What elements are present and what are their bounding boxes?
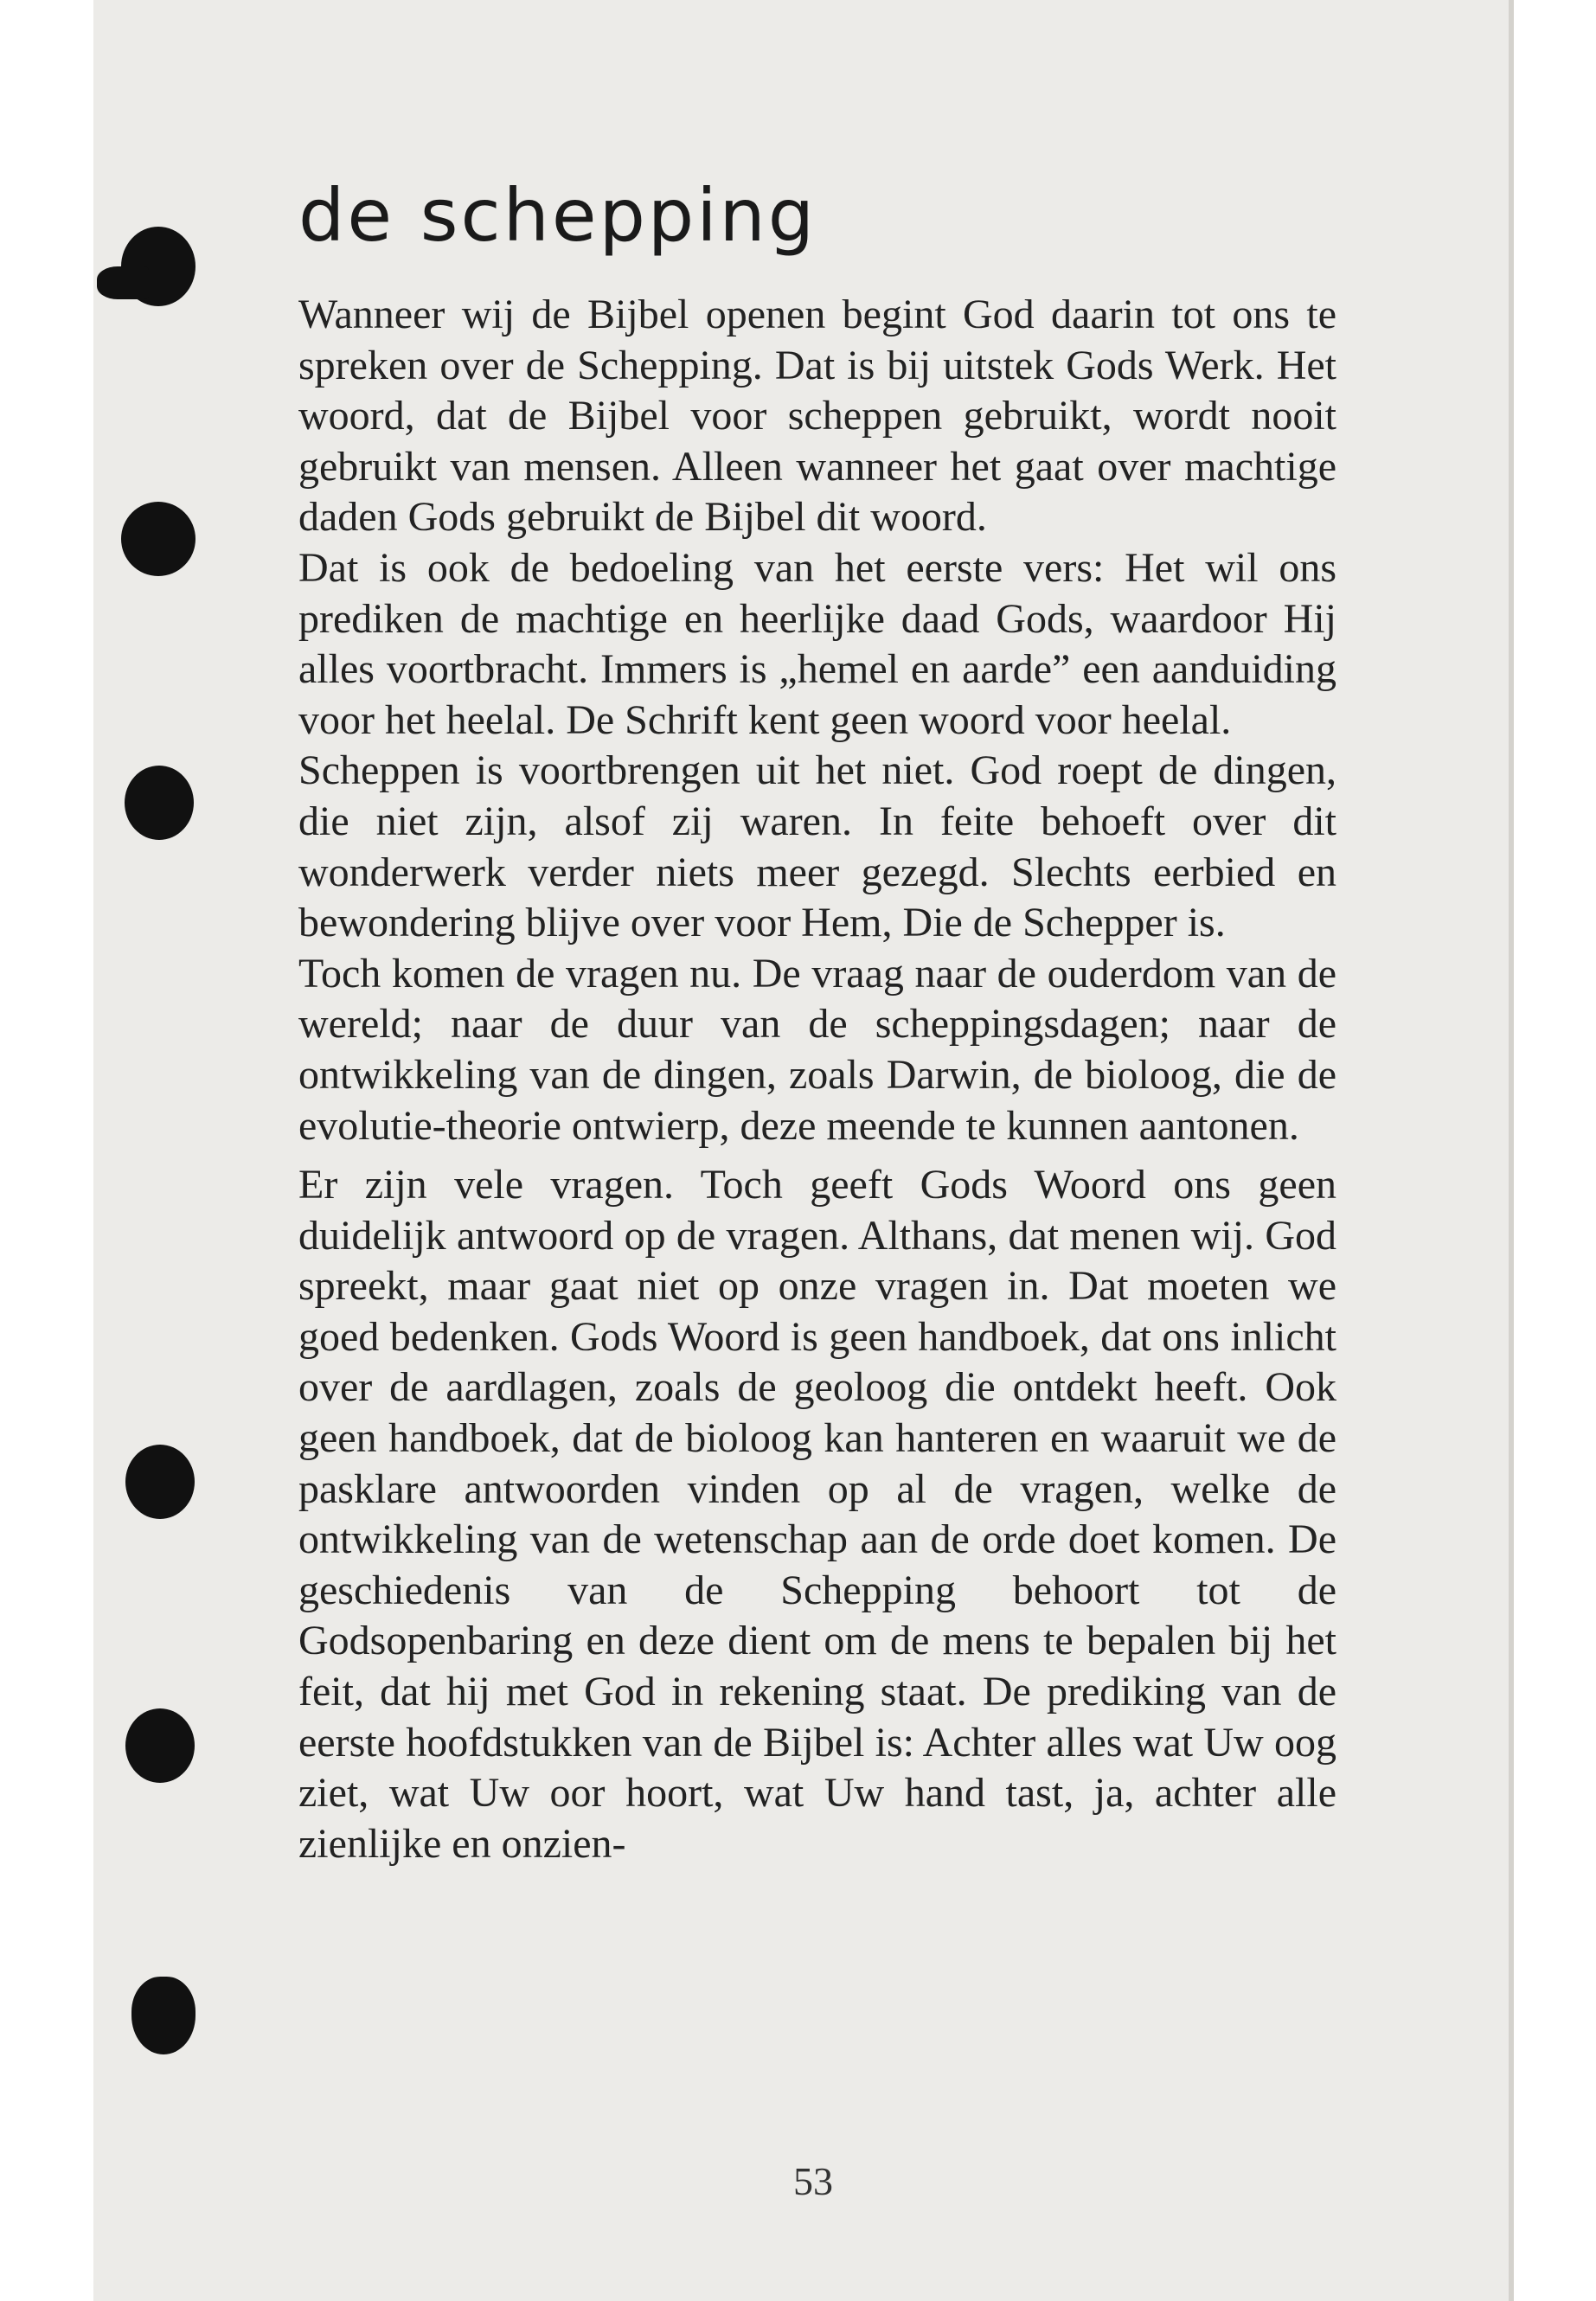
punch-hole bbox=[125, 1445, 195, 1519]
paragraph: Toch komen de vragen nu. De vraag naar de ouderdom van de wereld; naar de duur van de scheppingsdagen; naar de ontwikkeling van de dingen, zoals Darwin, de bioloog, die de evolutie-theorie ontwierp, deze meende te kunnen aantonen. bbox=[298, 950, 1336, 1149]
punch-hole bbox=[125, 766, 194, 840]
body-text bbox=[298, 290, 1336, 1869]
punch-hole bbox=[125, 1708, 195, 1783]
punch-hole bbox=[121, 502, 195, 576]
paragraph: Scheppen is voortbrengen uit het niet. God roept de dingen, die niet zijn, alsof zij waren. In feite behoeft over dit wonderwerk verder niets meer gezegd. Slechts eerbied en bewondering blijve over voor Hem, Die de Schepper is. bbox=[298, 747, 1336, 946]
scan-margin-right bbox=[1514, 0, 1596, 2301]
paragraph: Er zijn vele vragen. Toch geeft Gods Woord ons geen duidelijk antwoord op de vragen. Althans, dat menen wij. God spreekt, maar gaat niet op onze vragen in. Dat moeten we goed bedenken. Gods Woord is geen handboek, dat ons inlicht over de aardlagen, zoals de geoloog die ontdekt heeft. Ook geen handboek, dat de bioloog kan hanteren en waaruit we de pasklare antwoorden vinden op al de vragen, welke de ontwikkeling van de wetenschap aan de orde doet komen. De geschiedenis van de Schepping behoort tot de Godsopenbaring en deze dient om de mens te bepalen bij het feit, dat hij met God in rekening staat. De prediking van de eerste hoofdstukken van de Bijbel is: Achter alles wat Uw oog ziet, wat Uw oor hoort, wat Uw hand tast, ja, achter alle zienlijke en onzien- bbox=[298, 1162, 1336, 1867]
paragraph: Wanneer wij de Bijbel openen begint God daarin tot ons te spreken over de Schepping. Dat is bij uitstek Gods Werk. Het woord, dat de Bijbel voor scheppen gebruikt, wordt nooit gebruikt van mensen. Alleen wanneer het gaat over machtige daden Gods gebruikt de Bijbel dit woord. bbox=[298, 292, 1336, 541]
chapter-title: de schepping bbox=[298, 173, 817, 258]
punch-hole bbox=[97, 266, 149, 299]
paragraph: Dat is ook de bedoeling van het eerste vers: Het wil ons prediken de machtige en heerlijke daad Gods, waardoor Hij alles voortbracht. Immers is „hemel en aarde” een aanduiding voor het heelal. De Schrift kent geen woord voor heelal. bbox=[298, 544, 1336, 743]
punch-hole bbox=[131, 1977, 195, 2054]
page-number: 53 bbox=[793, 2159, 833, 2203]
scan-margin-left bbox=[0, 0, 93, 2301]
